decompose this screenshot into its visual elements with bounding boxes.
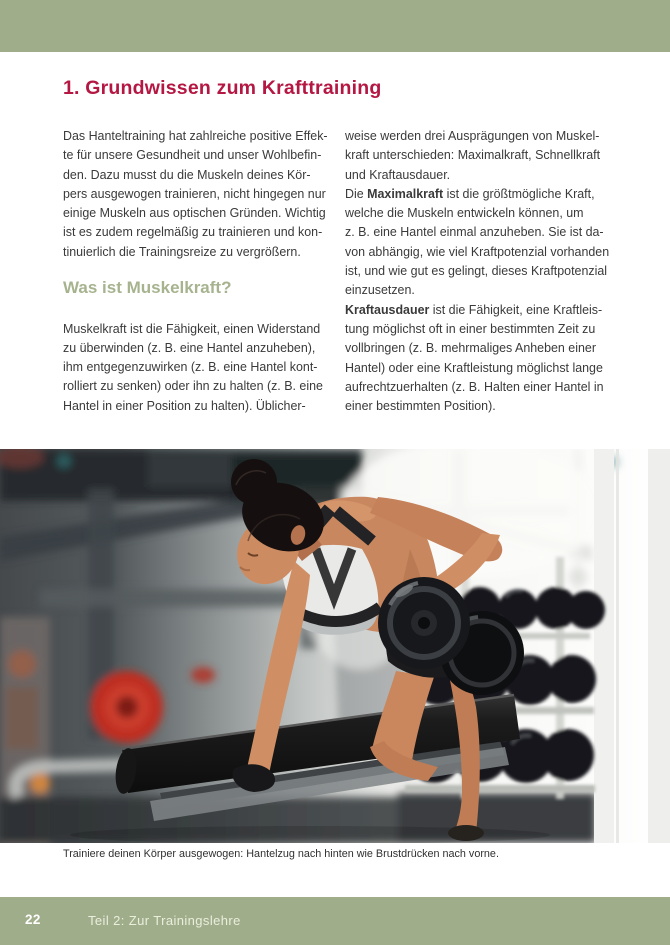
text-line: ist es zudem regelmäßig zu trainieren und kon- [63,225,323,240]
text-line: welche die Muskeln entwickeln können, um [345,206,584,221]
text-line: ist, und wie gut es gelingt, dieses Kraftpotenzial [345,264,608,279]
text-line: einer bestimmten Position). [345,399,496,414]
intro-paragraph [63,127,335,262]
text-line: Hantel) oder eine Kraftleistung möglichst lange [345,360,603,375]
text-line: tung möglichst oft in einer bestimmten Zeit zu [345,321,596,336]
text-line: einige Muskeln aus optischen Gründen. Wichtig [63,206,326,221]
footer-section-title: Teil 2: Zur Trainingslehre [88,913,241,928]
text-line: Die Maximalkraft ist die größtmögliche Kraft, [345,186,595,201]
text-line: Kraftausdauer ist die Fähigkeit, eine Kraftleis- [345,302,603,317]
photo-caption: Trainiere deinen Körper ausgewogen: Hantelzug nach hinten wie Brustdrücken nach vorne. [63,848,499,860]
text-line: einzusetzen. [345,283,415,298]
muskelkraft-paragraph [63,320,335,416]
text-line: vollbringen (z. B. mehrmaliges Anheben einer [345,341,596,356]
text-line: ihm entgegenzuwirken (z. B. eine Hantel kont- [63,360,318,375]
text-column-left [63,127,335,416]
chapter-title: 1. Grundwissen zum Krafttraining [63,77,382,100]
text-line: tinuierlich die Trainingsreize zu vergrößern. [63,244,301,259]
text-line: Muskelkraft ist die Fähigkeit, einen Widerstand [63,321,321,336]
text-line: pers ausgewogen trainieren, nicht hingegen nur [63,186,326,201]
text-line: zu überwinden (z. B. eine Hantel anzuheben), [63,340,316,355]
krafttypen-paragraph [345,127,617,416]
text-line: Das Hanteltraining hat zahlreiche positive Effek- [63,129,328,143]
text-column-right [345,127,617,416]
text-line: aufrechtzuerhalten (z. B. Halten einer Hantel in [345,379,604,394]
text-line: und Kraftausdauer. [345,167,451,182]
text-line: te für unsere Gesundheit und unser Wohlbefin- [63,148,322,163]
text-line: z. B. eine Hantel einmal anzuheben. Sie ist da- [345,225,604,240]
section-subheading: Was ist Muskelkraft? [63,277,232,297]
text-line: Hantel in einer Position zu halten). Üblicher- [63,398,306,413]
text-line: von abhängig, wie viel Kraftpotenzial vorhanden [345,244,610,259]
header-band [0,0,670,52]
text-line: den. Dazu musst du die Muskeln deines Kör- [63,167,311,182]
text-line: weise werden drei Ausprägungen von Muskel- [345,129,600,143]
gym-photo-dumbbell-row [0,449,670,843]
page-number: 22 [25,912,41,927]
text-line: rolliert zu senken) oder ihn zu halten (z. B. eine [63,379,323,394]
text-line: kraft unterschieden: Maximalkraft, Schnellkraft [345,148,601,163]
